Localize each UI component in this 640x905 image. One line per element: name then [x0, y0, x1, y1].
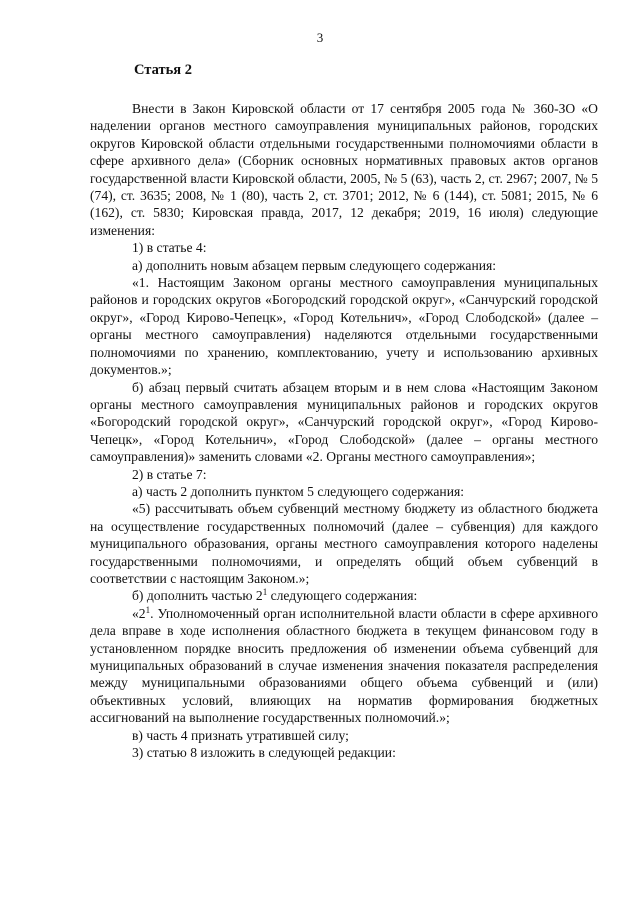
article-heading: Статья 2 [134, 62, 192, 78]
article-body [90, 93, 598, 761]
quoted-paragraph-2-1-lead: «2 [132, 605, 146, 621]
list-item-2: 2) в статье 7: [132, 466, 207, 482]
list-item-1a: а) дополнить новым абзацем первым следующего содержания: [132, 257, 497, 273]
list-item-1: 1) в статье 4: [132, 240, 207, 256]
quoted-paragraph-1: «1. Настоящим Законом органы местного самоуправления муниципальных районов и городских округов «Богородский городской округ», «Санчурский городской округ», «Город Кирово-Чепецк», «Город Котельнич», «Город Слободской» (далее – органы местного самоуправления) наделяются отдельными государственными полномочиями по хранению, комплектованию, учету и использованию архивных документов.»; [90, 275, 598, 378]
quoted-paragraph-5: «5) рассчитывать объем субвенций местному бюджету из областного бюджета на осуществление государственных полномочий (далее – субвенция) для каждого муниципального образования, органы местного самоуправления которого наделены государственными полномочиями, и определять общий объем субвенций в соответствии с настоящим Законом.»; [90, 501, 598, 586]
quoted-paragraph-2-1-text: . Уполномоченный орган исполнительной власти области в сфере архивного дела вправе в ходе исполнения областного бюджета в текущем финансовом году в установленном порядке вносить предложения об изменении объема субвенций для муниципальных образований в случае изменения значения показателя распределения между муниципальными образованиями общего объема субвенций и (или) объективных условий, влияющих на норматив формирования бюджетных ассигнований на выполнение государственных полномочий.»; [90, 605, 598, 726]
intro-paragraph: Внести в Закон Кировской области от 17 сентября 2005 года № 360-ЗО «О наделении органов местного самоуправления муниципальных районов, городских округов Кировской области отдельными государственными полномочиями области в сфере архивного дела» (Сборник основных нормативных правовых актов органов государственной власти Кировской области, 2005, № 5 (63), часть 2, ст. 2967; 2007, № 5 (74), ст. 3635; 2008, № 1 (80), часть 2, ст. 3701; 2012, № 6 (144), ст. 5081; 2015, № 6 (162), ст. 5830; Кировская правда, 2017, 12 декабря; 2019, 16 июля) следующие изменения: [90, 101, 598, 238]
page-number: 3 [316, 30, 324, 45]
list-item-2b-tail: следующего содержания: [267, 588, 418, 604]
list-item-3: 3) статью 8 изложить в следующей редакции: [132, 745, 396, 761]
quoted-paragraph-2-1 [90, 605, 598, 727]
list-item-2a: а) часть 2 дополнить пунктом 5 следующего содержания: [132, 483, 465, 499]
list-item-2c: в) часть 4 признать утратившей силу; [132, 727, 349, 743]
list-item-2b [90, 587, 598, 604]
list-item-1b: б) абзац первый считать абзацем вторым и в нем слова «Настоящим Законом органы местного самоуправления муниципальных районов и городских округов «Богородский городской округ», «Санчурский городской округ», «Город Кирово-Чепецк», «Город Котельнич», «Город Слободской» (далее – органы местного самоуправления)» заменить словами «2. Органы местного самоуправления»; [90, 379, 598, 465]
superscript: 1 [145, 604, 151, 615]
superscript: 1 [262, 587, 268, 598]
list-item-2b-text: б) дополнить частью 2 [132, 588, 263, 604]
